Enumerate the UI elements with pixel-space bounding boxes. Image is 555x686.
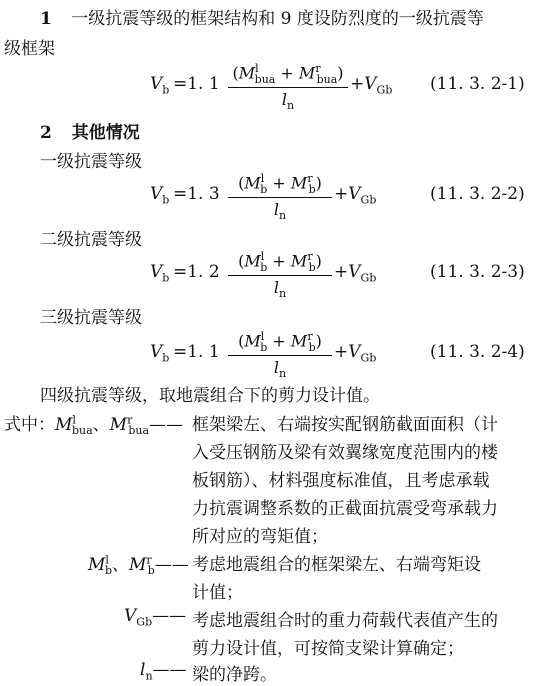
formula-11-3-2-3 xyxy=(0,250,555,300)
formula-number: (11. 3. 2-4) xyxy=(430,342,525,362)
fraction-numerator: $(M^l_b + M^r_b)$ xyxy=(238,330,322,354)
section-2-heading xyxy=(40,118,140,143)
section-1-heading xyxy=(40,4,484,29)
formula-lhs: $V_b$ xyxy=(150,262,170,285)
formula-fraction xyxy=(228,330,332,380)
fraction-denominator: $l_n$ xyxy=(273,357,287,380)
formula-tail: $+V_{Gb}$ xyxy=(334,262,377,285)
fraction-numerator: $(M^l_b + M^r_b)$ xyxy=(238,172,322,196)
definition-1-line-2: 入受压钢筋及梁有效翼缘宽度范围内的楼 xyxy=(192,443,498,463)
definition-1-line-1: 框架梁左、右端按实配钢筋截面面积（计 xyxy=(192,415,498,435)
formula-fraction xyxy=(228,62,348,112)
section-1-title-line2: 级框架 xyxy=(4,39,55,59)
definition-2-line-1: 考虑地震组合的框架梁左、右端弯矩设 xyxy=(192,555,481,575)
section-1-title-line1: 一级抗震等级的框架结构和 9 度设防烈度的一级抗震等 xyxy=(71,9,484,29)
fraction-numerator: $(M^l_{bua} + M^r_{bua})$ xyxy=(232,62,344,86)
formula-fraction xyxy=(228,250,332,300)
formula-tail: $+V_{Gb}$ xyxy=(334,342,377,365)
definition-4-line-1: 梁的净跨。 xyxy=(192,665,277,685)
grade-1-label: 一级抗震等级 xyxy=(40,152,142,172)
formula-tail: $+V_{Gb}$ xyxy=(334,184,377,207)
formula-lhs: $V_b$ xyxy=(150,74,170,97)
fraction-denominator: $l_n$ xyxy=(273,199,287,222)
grade-3-label: 三级抗震等级 xyxy=(40,308,142,328)
definition-1-line-3: 板钢筋）、材料强度标准值，且考虑承载 xyxy=(192,471,490,491)
grade-2-label: 二级抗震等级 xyxy=(40,230,142,250)
definition-2-term: $M^l_b$、$M^r_b——$ xyxy=(88,553,189,578)
definition-3-term: $V_{Gb}——$ xyxy=(124,606,187,629)
formula-lhs: $V_b$ xyxy=(150,342,170,365)
formula-coefficient: =1. 2 xyxy=(173,262,220,282)
definition-1-line-4: 力抗震调整系数的正截面抗震受弯承载力 xyxy=(192,499,498,519)
formula-11-3-2-1 xyxy=(0,62,555,112)
definition-4-term: $l_n——$ xyxy=(140,660,187,683)
formula-coefficient: =1. 3 xyxy=(173,184,220,204)
formula-11-3-2-2 xyxy=(0,172,555,222)
fraction-numerator: $(M^l_b + M^r_b)$ xyxy=(238,250,322,274)
grade-4-text: 四级抗震等级，取地震组合下的剪力设计值。 xyxy=(40,386,380,406)
section-1-number: 1 xyxy=(40,9,52,29)
definitions-prefix: 式中： xyxy=(4,415,55,435)
formula-coefficient: =1. 1 xyxy=(173,342,220,362)
formula-tail: $+V_{Gb}$ xyxy=(350,74,393,97)
formula-number: (11. 3. 2-1) xyxy=(430,74,525,94)
formula-lhs: $V_b$ xyxy=(150,184,170,207)
section-2-title: 其他情况 xyxy=(71,123,140,143)
formula-fraction xyxy=(228,172,332,222)
formula-number: (11. 3. 2-3) xyxy=(430,262,525,282)
formula-coefficient: =1. 1 xyxy=(173,74,220,94)
definition-3-line-2: 剪力设计值，可按简支梁计算确定； xyxy=(192,639,464,659)
formula-number: (11. 3. 2-2) xyxy=(430,184,525,204)
fraction-denominator: $l_n$ xyxy=(273,277,287,300)
definition-3-line-1: 考虑地震组合时的重力荷载代表值产生的 xyxy=(192,611,498,631)
definition-2-line-2: 计值； xyxy=(192,583,243,603)
definition-1-term: 式中：$M^l_{bua}$、$M^r_{bua}——$ xyxy=(4,413,184,438)
fraction-denominator: $l_n$ xyxy=(281,89,295,112)
definition-1-line-5: 所对应的弯矩值； xyxy=(192,527,328,547)
section-2-number: 2 xyxy=(40,123,52,143)
formula-11-3-2-4 xyxy=(0,330,555,380)
